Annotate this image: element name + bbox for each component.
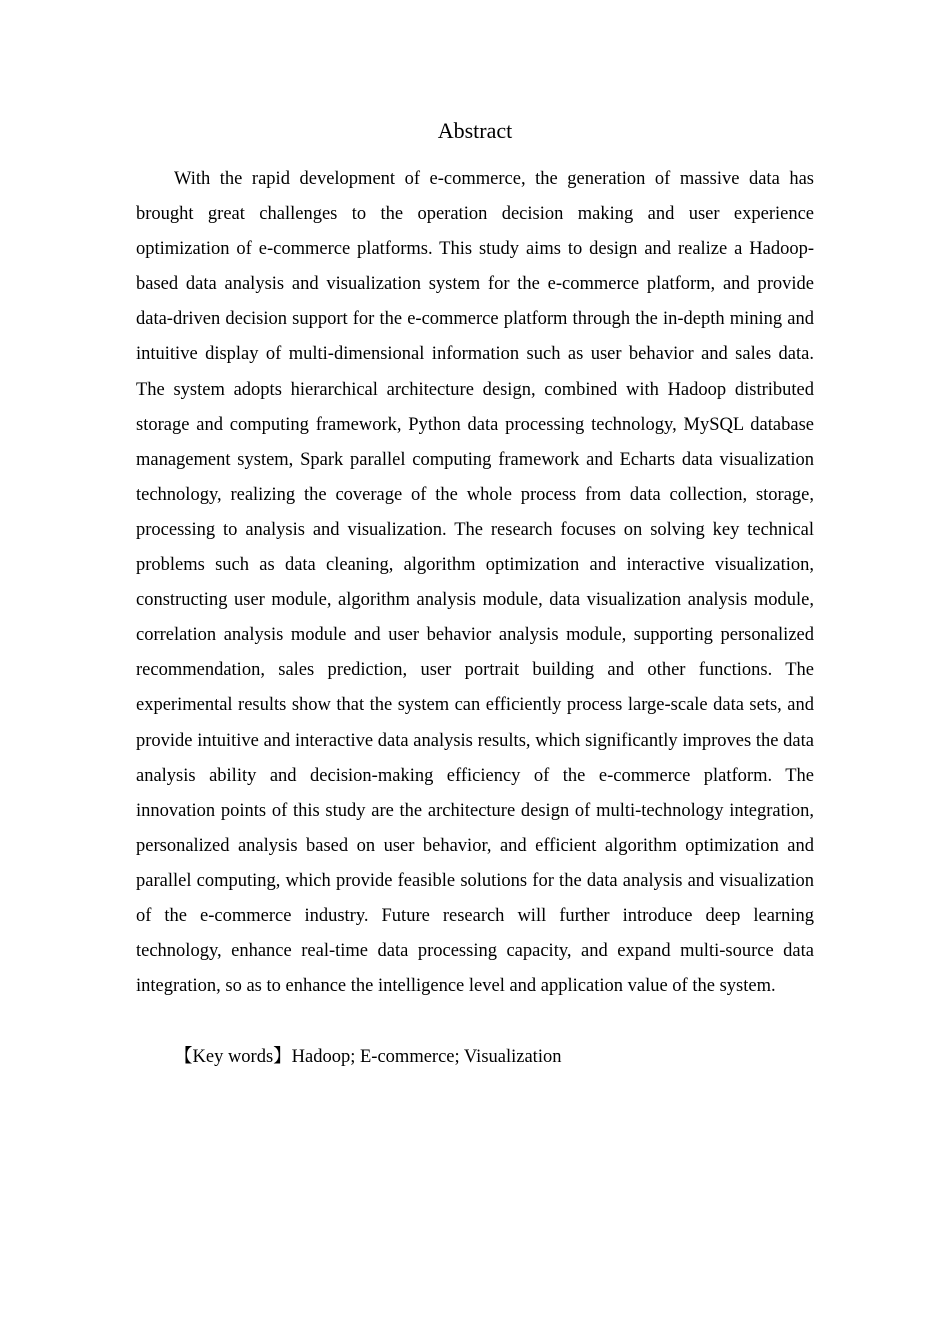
abstract-title: Abstract (437, 118, 513, 143)
keywords-line (136, 1040, 814, 1075)
keywords-label: 【Key words】 (174, 1047, 292, 1067)
abstract-paragraph: With the rapid development of e-commerce, the generation of massive data has brought great challenges to the operation decision making and user experience optimization of e-commerce platforms. This study aims to design and realize a Hadoop-based data analysis and visualization system for the e-commerce platform, and provide data-driven decision support for the e-commerce platform through the in-depth mining and intuitive display of multi-dimensional information such as user behavior and sales data. The system adopts hierarchical architecture design, combined with Hadoop distributed storage and computing framework, Python data processing technology, MySQL database management system, Spark parallel computing framework and Echarts data visualization technology, realizing the coverage of the whole process from data collection, storage, processing to analysis and visualization. The research focuses on solving key technical problems such as data cleaning, algorithm optimization and interactive visualization, constructing user module, algorithm analysis module, data visualization analysis module, correlation analysis module and user behavior analysis module, supporting personalized recommendation, sales prediction, user portrait building and other functions. The experimental results show that the system can efficiently process large-scale data sets, and provide intuitive and interactive data analysis results, which significantly improves the data analysis ability and decision-making efficiency of the e-commerce platform. The innovation points of this study are the architecture design of multi-technology integration, personalized analysis based on user behavior, and efficient algorithm optimization and parallel computing, which provide feasible solutions for the data analysis and visualization of the e-commerce industry. Future research will further introduce deep learning technology, enhance real-time data processing capacity, and expand multi-source data integration, so as to enhance the intelligence level and application value of the system. (136, 169, 814, 997)
keywords-list: Hadoop; E-commerce; Visualization (291, 1047, 562, 1067)
